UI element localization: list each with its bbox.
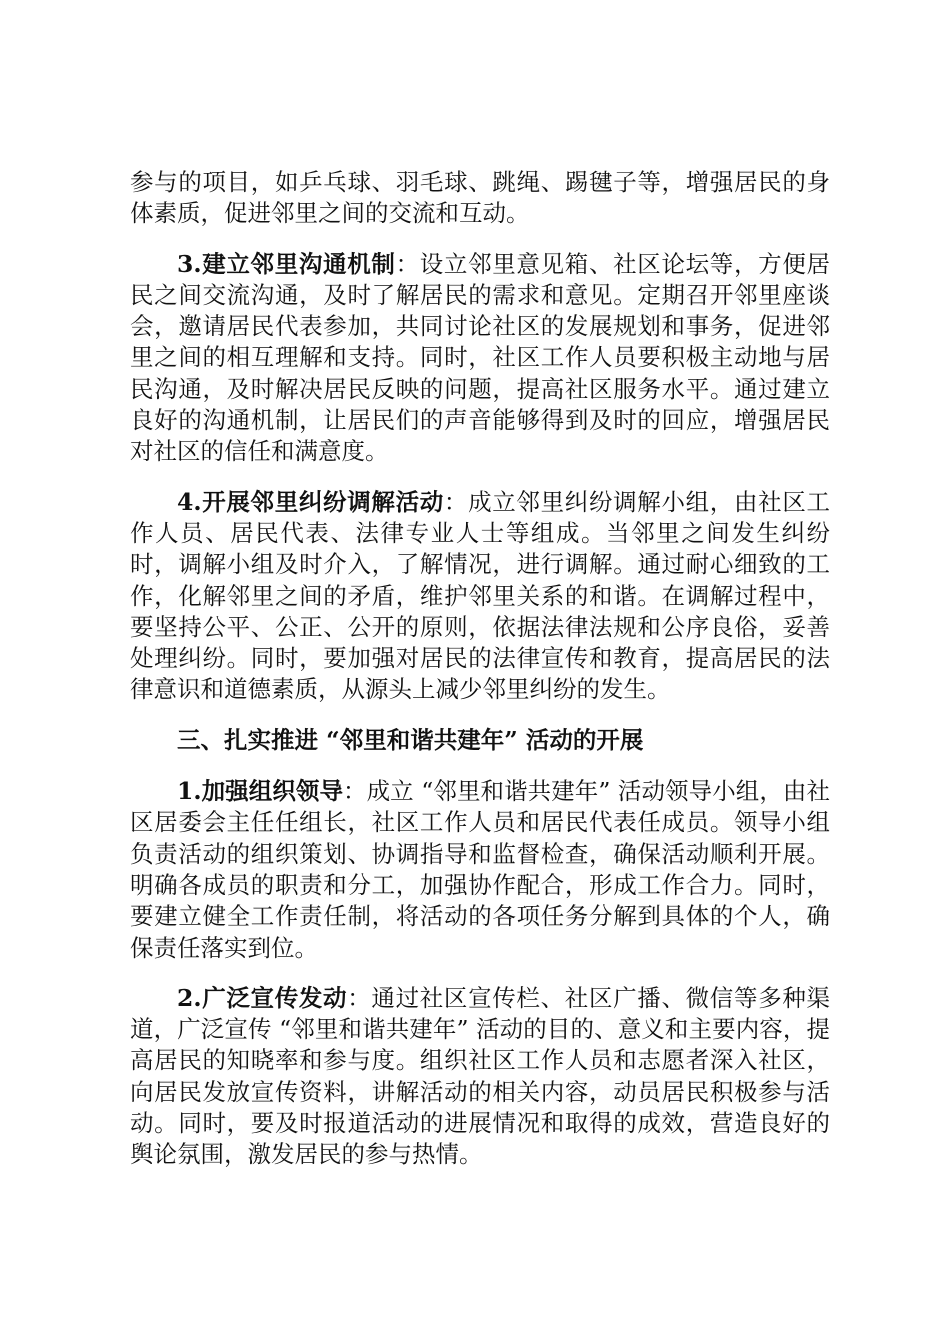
- paragraph-lead: 1.加强组织领导: [177, 777, 344, 806]
- paragraph-lead: 4.开展邻里纠纷调解活动: [177, 487, 444, 516]
- paragraph-text: ：设立邻里意见箱、社区论坛等，方便居民之间交流沟通，及时了解居民的需求和意见。定期召开邻里座谈会，邀请居民代表参加，共同讨论社区的发展规划和事务，促进邻里之间的相互理解和支持。同时，社区工作人员要积极主动地与居民沟通，及时解决居民反映的问题，提高社区服务水平。通过建立良好的沟通机制，让居民们的声音能够得到及时的回应，增强居民对社区的信任和满意度。: [130, 249, 830, 466]
- paragraph-text: 参与的项目，如乒乓球、羽毛球、跳绳、踢毽子等，增强居民的身体素质，促进邻里之间的交流和互动。: [130, 168, 830, 228]
- document-page: [130, 167, 830, 1190]
- paragraph-publicity: [130, 983, 830, 1171]
- paragraph-lead: 3.建立邻里沟通机制: [177, 249, 396, 278]
- paragraph-text: ：通过社区宣传栏、社区广播、微信等多种渠道，广泛宣传 “邻里和谐共建年” 活动的目的、意义和主要内容，提高居民的知晓率和参与度。组织社区工作人员和志愿者深入社区，向居民发放宣传资料，讲解活动的相关内容，动员居民积极参与活动。同时，要及时报道活动的进展情况和取得的成效，营造良好的舆论氛围，激发居民的参与热情。: [130, 983, 830, 1169]
- paragraph-communication-mechanism: [130, 249, 830, 468]
- paragraph-lead: 2.广泛宣传发动: [177, 983, 348, 1012]
- paragraph-text: ：成立 “邻里和谐共建年” 活动领导小组，由社区居委会主任任组长，社区工作人员和居民代表任成员。领导小组负责活动的组织策划、协调指导和监督检查，确保活动顺利开展。明确各成员的职责和分工，加强协作配合，形成工作合力。同时，要建立健全工作责任制，将活动的各项任务分解到具体的个人，确保责任落实到位。: [130, 777, 830, 962]
- section-heading: 三、扎实推进 “邻里和谐共建年” 活动的开展: [177, 725, 644, 754]
- paragraph-text: ：成立邻里纠纷调解小组，由社区工作人员、居民代表、法律专业人士等组成。当邻里之间发生纠纷时，调解小组及时介入，了解情况，进行调解。通过耐心细致的工作，化解邻里之间的矛盾，维护邻里关系的和谐。在调解过程中，要坚持公平、公正、公开的原则，依据法律法规和公序良俗，妥善处理纠纷。同时，要加强对居民的法律宣传和教育，提高居民的法律意识和道德素质，从源头上减少邻里纠纷的发生。: [130, 487, 830, 704]
- paragraph-dispute-mediation: [130, 487, 830, 706]
- paragraph-continuation: [130, 167, 830, 230]
- paragraph-organization-leadership: [130, 776, 830, 964]
